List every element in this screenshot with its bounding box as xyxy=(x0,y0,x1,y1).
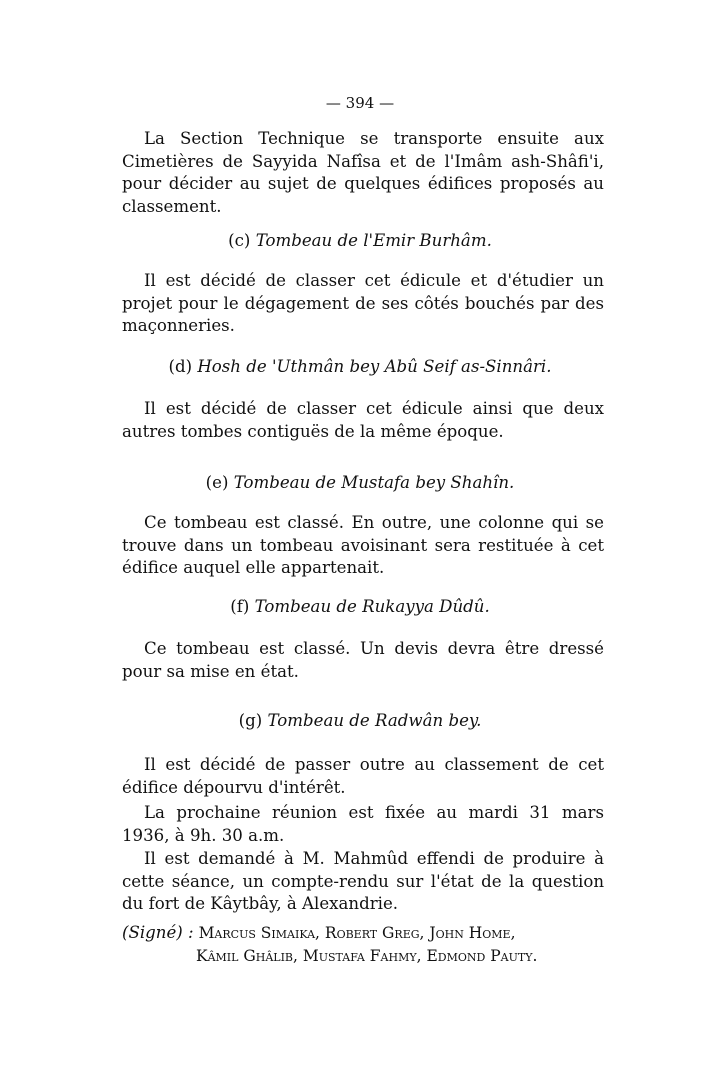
signature-block xyxy=(122,922,612,967)
heading-e-title: Tombeau de Mustafa bey Shahîn. xyxy=(233,473,515,492)
paragraph-c: Il est décidé de classer cet édicule et d'étudier un projet pour le dégagement de ses côtés bouchés par des maçonneries. xyxy=(122,271,604,335)
heading-c xyxy=(100,230,620,253)
heading-e xyxy=(100,472,620,495)
paragraph-g: Il est décidé de passer outre au classement de cet édifice dépourvu d'intérêt. xyxy=(122,755,604,797)
heading-g-title: Tombeau de Radwân bey. xyxy=(267,711,482,730)
closing-paragraph-2: Il est demandé à M. Mahmûd effendi de produire à cette séance, un compte-rendu sur l'état de la question du fort de Kâytbây, à Alexandrie. xyxy=(122,849,604,913)
heading-d-title: Hosh de 'Uthmân bey Abû Seif as-Sinnâri. xyxy=(197,357,552,376)
heading-f-title: Tombeau de Rukayya Dûdû. xyxy=(254,597,490,616)
signature-line-1 xyxy=(122,922,612,945)
signatories-1: Marcus Simaika, Robert Greg, John Home, xyxy=(198,924,516,942)
heading-g-label: (g) xyxy=(238,711,263,730)
signature-label: (Signé) : xyxy=(122,923,194,942)
intro-paragraph: La Section Technique se transporte ensuite aux Cimetières de Sayyida Nafîsa et de l'Imâm ash-Shâfi'i, pour décider au sujet de quelques édifices proposés au classement. xyxy=(122,129,604,216)
heading-c-title: Tombeau de l'Emir Burhâm. xyxy=(255,231,492,250)
heading-f-label: (f) xyxy=(230,597,250,616)
heading-d-label: (d) xyxy=(168,357,193,376)
heading-c-label: (c) xyxy=(228,231,251,250)
signatories-2: Kâmil Ghâlib, Mustafa Fahmy, Edmond Pauty. xyxy=(196,946,538,965)
heading-g xyxy=(100,710,620,733)
heading-e-label: (e) xyxy=(205,473,229,492)
paragraph-d: Il est décidé de classer cet édicule ainsi que deux autres tombes contiguës de la même époque. xyxy=(122,399,604,441)
heading-f xyxy=(100,596,620,619)
paragraph-e: Ce tombeau est classé. En outre, une colonne qui se trouve dans un tombeau avoisinant sera restituée à cet édifice auquel elle appartenait. xyxy=(122,513,604,577)
paragraph-f: Ce tombeau est classé. Un devis devra être dressé pour sa mise en état. xyxy=(122,639,604,681)
heading-d xyxy=(100,356,620,379)
page-number: — 394 — xyxy=(325,94,395,112)
closing-paragraph-1: La prochaine réunion est fixée au mardi 31 mars 1936, à 9h. 30 a.m. xyxy=(122,803,604,845)
